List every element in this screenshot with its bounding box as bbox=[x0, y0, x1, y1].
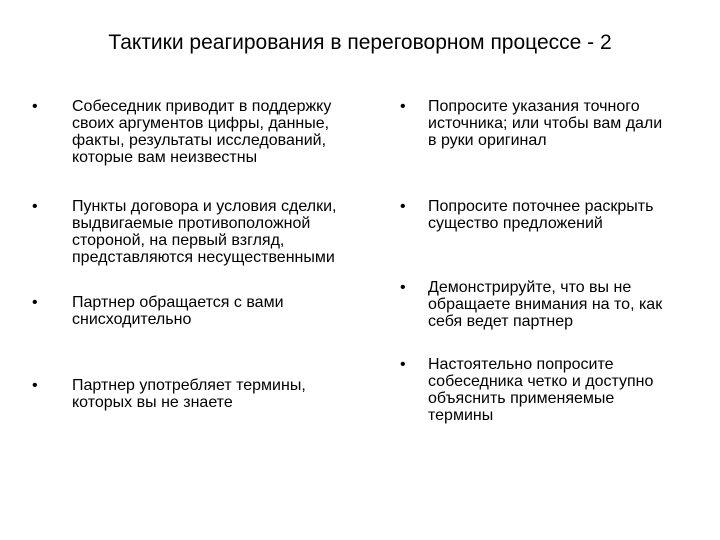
right-item-1 bbox=[400, 98, 710, 152]
left-item-text: Партнер обращается с вами снисходительно bbox=[72, 294, 284, 328]
bullet-icon: • bbox=[32, 198, 38, 215]
left-item-text: Пункты договора и условия сделки, выдвигаемые противоположной стороной, на первый взгляд, представляются несущественными bbox=[72, 198, 337, 266]
bullet-icon: • bbox=[400, 98, 406, 115]
bullet-icon: • bbox=[32, 98, 38, 115]
slide-title: Тактики реагирования в переговорном процессе - 2 bbox=[108, 31, 612, 54]
bullet-icon: • bbox=[400, 279, 406, 296]
right-item-4 bbox=[400, 356, 710, 428]
left-item-4 bbox=[32, 377, 382, 413]
left-item-text: Партнер употребляет термины, которых вы не знаете bbox=[72, 377, 306, 411]
bullet-icon: • bbox=[400, 198, 406, 215]
right-item-text: Попросите поточнее раскрыть существо предложений bbox=[428, 198, 654, 232]
left-item-2 bbox=[32, 198, 382, 270]
bullet-icon: • bbox=[32, 294, 38, 311]
right-item-text: Настоятельно попросите собеседника четко и доступно объяснить применяемые термины bbox=[428, 356, 654, 424]
right-item-text: Попросите указания точного источника; или чтобы вам дали в руки оригинал bbox=[428, 98, 663, 149]
right-item-3 bbox=[400, 279, 710, 333]
left-item-3 bbox=[32, 294, 382, 330]
bullet-icon: • bbox=[32, 377, 38, 394]
right-item-2 bbox=[400, 198, 710, 234]
left-item-text: Собеседник приводит в поддержку своих аргументов цифры, данные, факты, результаты исследований, которые вам неизвестны bbox=[72, 98, 332, 166]
right-item-text: Демонстрируйте, что вы не обращаете внимания на то, как себя ведет партнер bbox=[428, 279, 663, 330]
left-item-1 bbox=[32, 98, 382, 170]
bullet-icon: • bbox=[400, 356, 406, 373]
